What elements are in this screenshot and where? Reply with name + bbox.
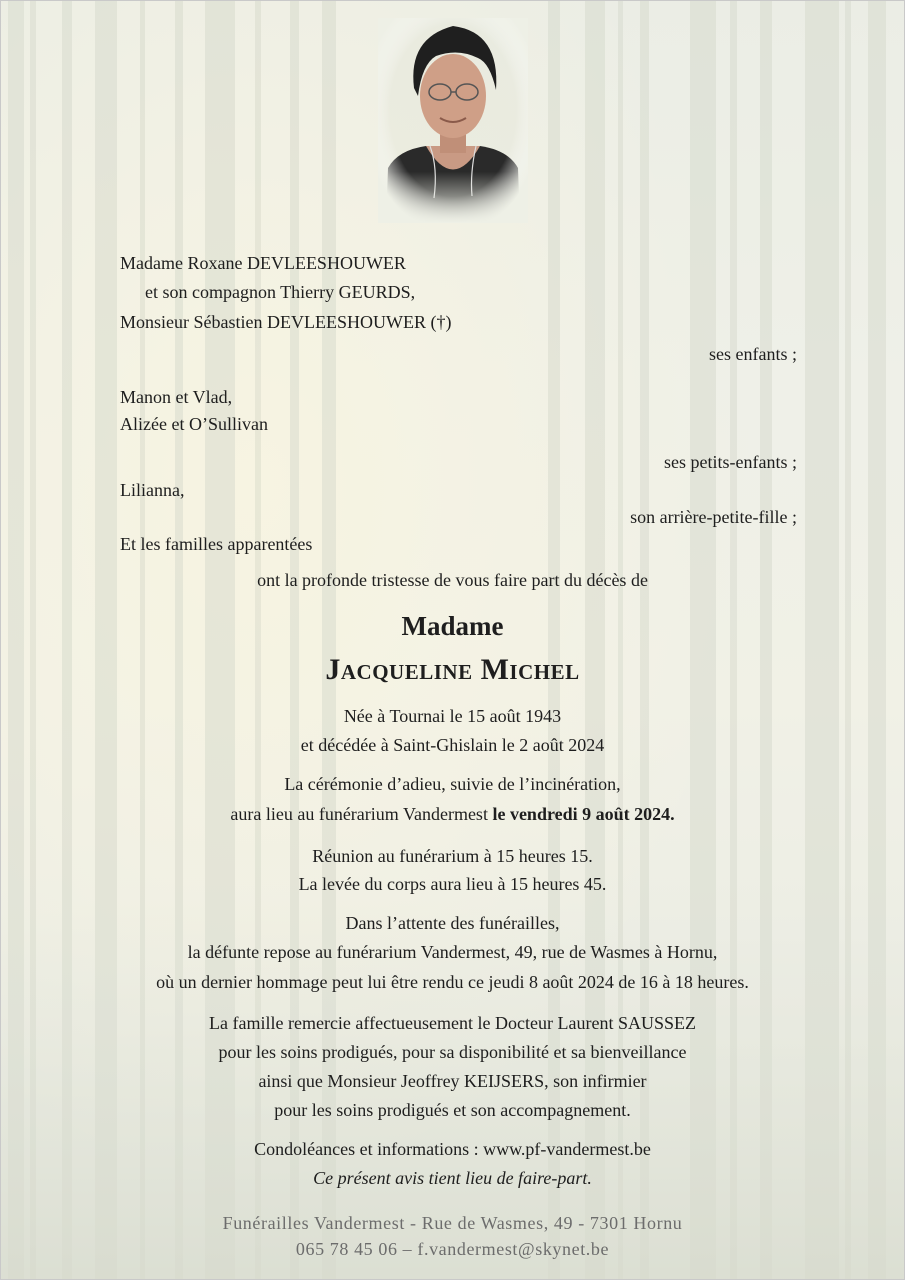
thanks-line-4: pour les soins prodigués et son accompagnement. [274,1100,631,1120]
great-grandchild-line: Lilianna, [120,480,185,500]
visitation-line-2: la défunte repose au funérarium Vandermest, 49, rue de Wasmes à Hornu, [187,942,718,962]
ceremony-date: le vendredi 9 août 2024. [492,804,675,824]
grandchildren-label: ses petits-enfants ; [664,452,797,472]
deceased-name: Jacqueline Michel [325,653,580,686]
visitation-line-1: Dans l’attente des funérailles, [345,913,560,933]
thanks-line-3: ainsi que Monsieur Jeoffrey KEIJSERS, son infirmier [258,1071,647,1091]
thanks-line-2: pour les soins prodigués, pour sa disponibilité et sa bienveillance [218,1042,687,1062]
deceased-honorific: Madame [401,611,504,641]
thanks-line-1: La famille remercie affectueusement le Docteur Laurent SAUSSEZ [209,1013,696,1033]
grandchildren-line-1: Manon et Vlad, [120,387,233,407]
ceremony-line-4: La levée du corps aura lieu à 15 heures 45. [298,874,607,894]
visitation-line-3: où un dernier hommage peut lui être rendu ce jeudi 8 août 2024 de 16 à 18 heures. [156,972,749,992]
ceremony-line-3: Réunion au funérarium à 15 heures 15. [312,846,593,866]
family-line-2: et son compagnon Thierry GEURDS, [145,282,416,302]
portrait-photo [378,18,528,223]
family-line-3: Monsieur Sébastien DEVLEESHOUWER (†) [120,312,452,332]
faire-part-notice [0,1167,905,1189]
death-line: et décédée à Saint-Ghislain le 2 août 2024 [300,735,605,755]
ceremony-line-1: La cérémonie d’adieu, suivie de l’incinération, [284,774,621,794]
footer-address: Funérailles Vandermest - Rue de Wasmes, 49 - 7301 Hornu [222,1213,683,1233]
birth-line: Née à Tournai le 15 août 1943 [343,706,562,726]
grandchildren-line-2: Alizée et O’Sullivan [120,414,268,434]
announcement: ont la profonde tristesse de vous faire part du décès de [257,570,648,590]
children-label: ses enfants ; [709,344,797,364]
great-grandchild-label: son arrière-petite-fille ; [630,507,797,527]
ceremony-line-2 [0,803,905,825]
family-line-1: Madame Roxane DEVLEESHOUWER [120,253,406,273]
footer-contact: 065 78 45 06 – f.vandermest@skynet.be [295,1239,610,1259]
condolences-info: Condoléances et informations : www.pf-vandermest.be [254,1139,651,1159]
related-families: Et les familles apparentées [120,534,313,554]
faire-part-notice-text: Ce présent avis tient lieu de faire-part. [313,1168,592,1188]
ceremony-location: aura lieu au funérarium Vandermest [230,804,493,824]
